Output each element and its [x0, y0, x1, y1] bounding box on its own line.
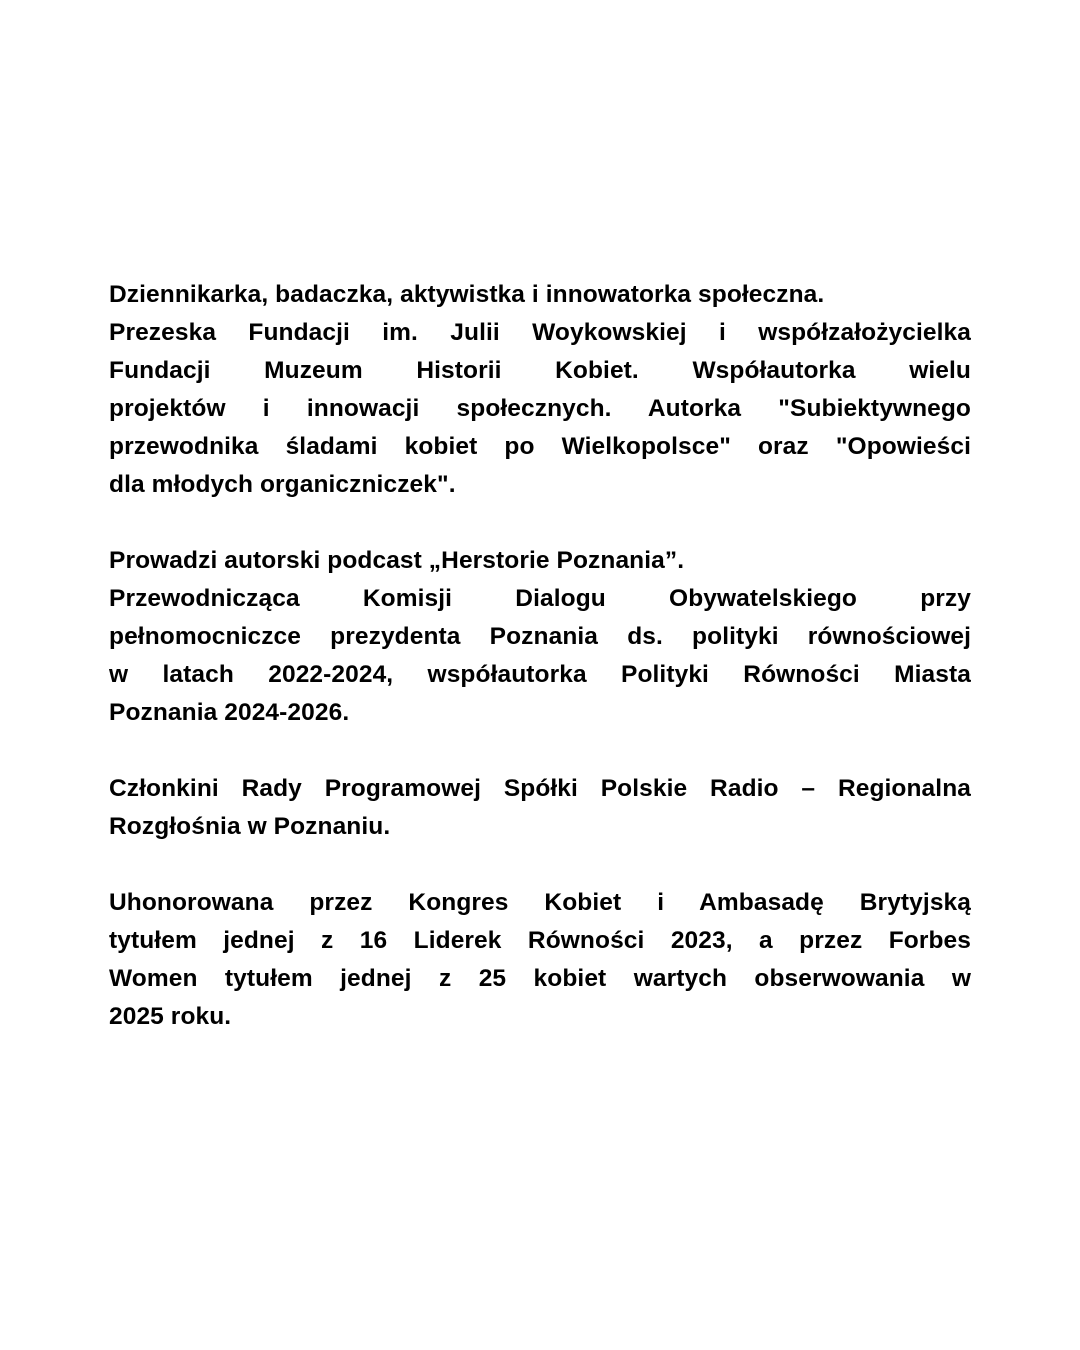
text-line: Uhonorowana przez Kongres Kobiet i Ambasadę Brytyjską [109, 889, 971, 916]
text-line: 2025 roku. [109, 1003, 232, 1030]
text-line: pełnomocniczce prezydenta Poznania ds. polityki równościowej [109, 623, 971, 650]
text-line: Fundacji Muzeum Historii Kobiet. Współautorka wielu [109, 357, 971, 384]
text-line: przewodnika śladami kobiet po Wielkopolsce" oraz "Opowieści [109, 433, 971, 460]
paragraph-radio [109, 770, 971, 846]
text-line: Prowadzi autorski podcast „Herstorie Poznania”. [109, 547, 685, 574]
text-line: w latach 2022-2024, współautorka Polityki Równości Miasta [109, 661, 971, 688]
text-line: Poznania 2024-2026. [109, 699, 350, 726]
text-line: Women tytułem jednej z 25 kobiet wartych obserwowania w [109, 965, 971, 992]
text-line: Członkini Rady Programowej Spółki Polskie Radio – Regionalna [109, 775, 971, 802]
text-line: Przewodnicząca Komisji Dialogu Obywatelskiego przy [109, 585, 971, 612]
text-line: projektów i innowacji społecznych. Autorka "Subiektywnego [109, 395, 971, 422]
paragraph-intro [109, 276, 971, 504]
text-line: tytułem jednej z 16 Liderek Równości 2023, a przez Forbes [109, 927, 971, 954]
text-line: Rozgłośnia w Poznaniu. [109, 813, 391, 840]
bio-text [109, 276, 971, 1074]
paragraph-honors [109, 884, 971, 1036]
paragraph-podcast [109, 542, 971, 732]
text-line: Prezeska Fundacji im. Julii Woykowskiej i współzałożycielka [109, 319, 971, 346]
text-line: dla młodych organiczniczek". [109, 471, 456, 498]
text-line: Dziennikarka, badaczka, aktywistka i innowatorka społeczna. [109, 281, 825, 308]
